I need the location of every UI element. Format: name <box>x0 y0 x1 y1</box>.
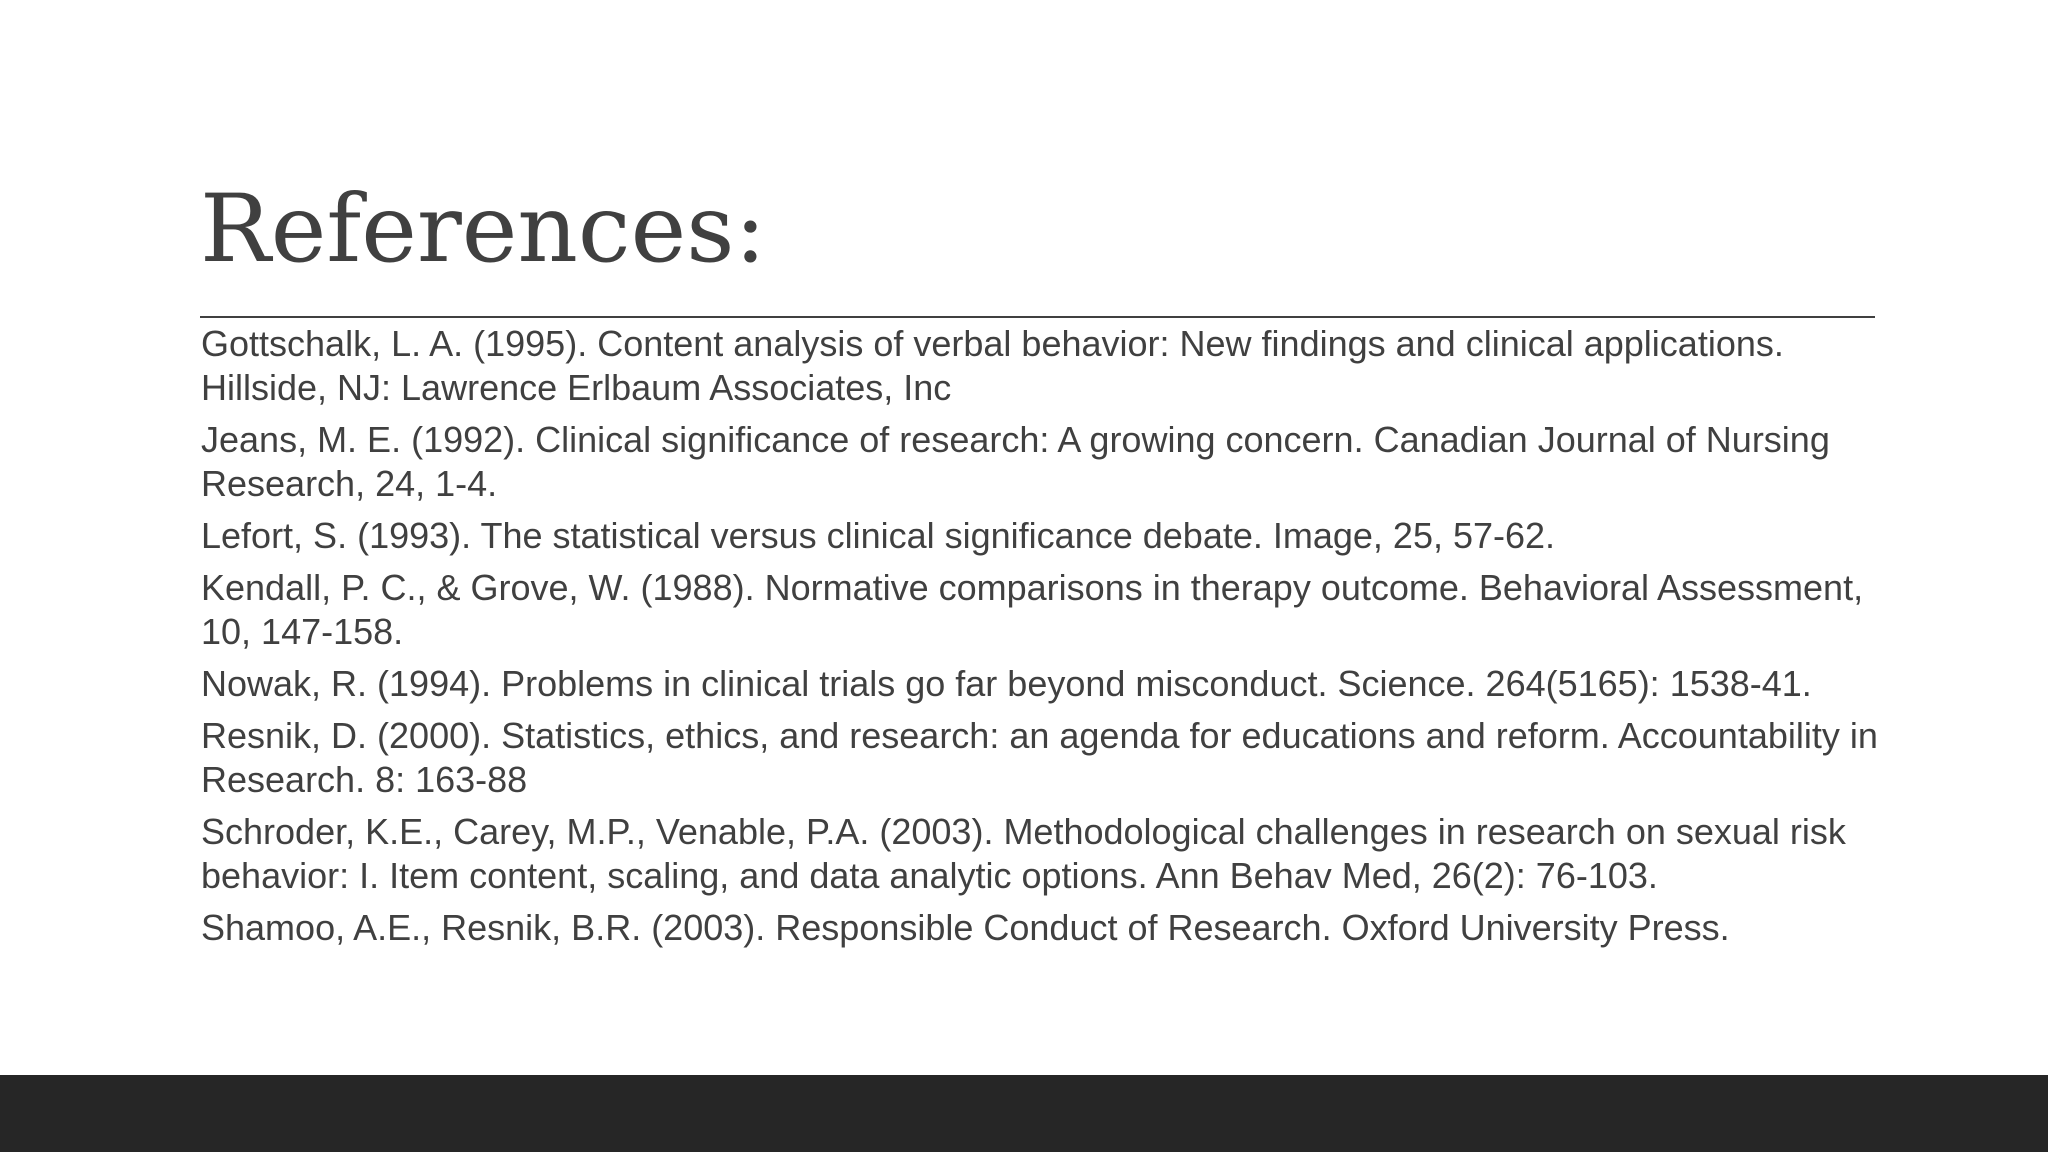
reference-item: Resnik, D. (2000). Statistics, ethics, and research: an agenda for educations and reform. Accountability in Research. 8: 163-88 <box>201 715 1878 800</box>
slide-title: References: <box>200 175 767 284</box>
reference-item: Jeans, M. E. (1992). Clinical significance of research: A growing concern. Canadian Journal of Nursing Research, 24, 1-4. <box>201 419 1830 504</box>
title-divider <box>200 316 1875 318</box>
reference-item: Schroder, K.E., Carey, M.P., Venable, P.A. (2003). Methodological challenges in research on sexual risk behavior: I. Item content, scaling, and data analytic options. Ann Behav Med, 26(2): 76-103. <box>201 811 1846 896</box>
reference-item: Lefort, S. (1993). The statistical versus clinical significance debate. Image, 25, 57-62. <box>201 515 1556 556</box>
footer-bar <box>0 1075 2048 1152</box>
reference-item: Kendall, P. C., & Grove, W. (1988). Normative comparisons in therapy outcome. Behavioral Assessment, 10, 147-158. <box>201 567 1864 652</box>
reference-list <box>201 322 1881 958</box>
reference-item: Shamoo, A.E., Resnik, B.R. (2003). Responsible Conduct of Research. Oxford University Press. <box>201 907 1730 948</box>
reference-item: Gottschalk, L. A. (1995). Content analysis of verbal behavior: New findings and clinical applications. Hillside, NJ: Lawrence Erlbaum Associates, Inc <box>201 323 1784 408</box>
reference-item: Nowak, R. (1994). Problems in clinical trials go far beyond misconduct. Science. 264(5165): 1538-41. <box>201 663 1812 704</box>
